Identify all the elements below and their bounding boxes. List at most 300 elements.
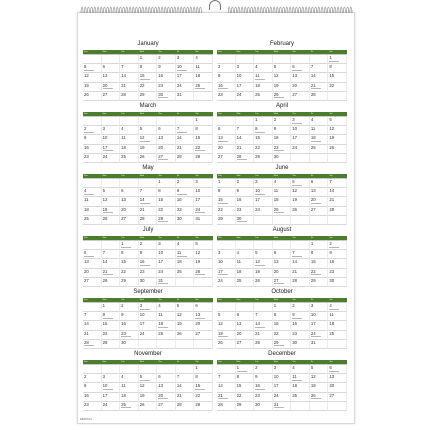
day-cell: 28: [176, 154, 195, 163]
day-cell: 20: [120, 207, 139, 216]
weekday-label: Thu: [158, 237, 162, 239]
day-cell: 4: [157, 303, 176, 312]
day-cell: 26: [273, 92, 292, 101]
day-cell: 11: [310, 126, 329, 135]
day-cell: 7: [120, 64, 139, 73]
spiral-loop: [87, 7, 89, 13]
day-cell: 22: [254, 145, 273, 154]
empty-day-cell: [194, 340, 213, 349]
day-cell: 27: [102, 92, 121, 101]
day-cell: 9: [273, 126, 292, 135]
day-cell: 19: [194, 259, 213, 268]
day-cell: 27: [194, 331, 213, 340]
spiral-loop: [350, 7, 352, 13]
weekday-label: Mon: [236, 175, 241, 177]
month-november: [83, 350, 213, 411]
day-cell: 24: [217, 278, 236, 287]
day-cell: 8: [254, 126, 273, 135]
day-cell: 18: [194, 73, 213, 82]
day-cell: 3: [273, 365, 292, 374]
weekday-label: Thu: [292, 361, 296, 363]
day-cell: 23: [273, 145, 292, 154]
spiral-loop: [260, 7, 262, 13]
empty-day-cell: [83, 179, 102, 188]
weekday-label: Fri: [310, 175, 314, 177]
spiral-loop: [254, 7, 256, 13]
day-cell: 12: [102, 197, 121, 206]
day-cell: 26: [254, 278, 273, 287]
day-cell: 10: [236, 73, 255, 82]
weekday-label: Wed: [139, 113, 144, 115]
holiday-note: [195, 88, 205, 89]
spiral-loop: [334, 7, 336, 13]
day-cell: 8: [120, 250, 139, 259]
holiday-note: [311, 274, 321, 275]
spiral-loop: [276, 7, 278, 13]
day-cell: 14: [120, 73, 139, 82]
weekday-label: Mon: [236, 361, 241, 363]
day-cell: 17: [102, 393, 121, 402]
weekday-label: Fri: [310, 237, 314, 239]
day-cell: 18: [291, 383, 310, 392]
day-cell: 30: [139, 278, 158, 287]
day-cell: 15: [254, 135, 273, 144]
holiday-note: [158, 159, 168, 160]
day-cell: 8: [194, 126, 213, 135]
day-cell: 27: [273, 278, 292, 287]
spiral-loop: [91, 7, 93, 13]
spiral-loop: [193, 7, 195, 13]
day-cell: 26: [83, 92, 102, 101]
month-title: January: [137, 41, 159, 47]
day-cell: 18: [236, 269, 255, 278]
holiday-note: [255, 79, 265, 80]
month-title: July: [142, 227, 154, 233]
day-cell: 27: [291, 92, 310, 101]
day-cell: 10: [102, 383, 121, 392]
spiral-loop: [171, 7, 173, 13]
day-cell: 8: [157, 188, 176, 197]
day-cell: 13: [102, 73, 121, 82]
spiral-loop: [340, 7, 342, 13]
spiral-loop: [97, 7, 99, 13]
day-cell: 8: [194, 374, 213, 383]
holiday-note: [103, 88, 113, 89]
weekday-label: Fri: [176, 237, 180, 239]
weekday-label: Fri: [176, 299, 180, 301]
weekday-label: Thu: [158, 361, 162, 363]
day-cell: 26: [139, 154, 158, 163]
day-cell: 5: [176, 303, 195, 312]
holiday-note: [158, 97, 168, 98]
day-cell: 7: [176, 374, 195, 383]
empty-day-cell: [120, 117, 139, 126]
day-cell: 5: [310, 365, 329, 374]
spiral-loop: [183, 7, 185, 13]
spiral-loop: [318, 7, 320, 13]
day-cell: 21: [217, 393, 236, 402]
day-cell: 17: [236, 83, 255, 92]
day-cell: 8: [102, 312, 121, 321]
day-cell: 22: [157, 207, 176, 216]
day-cell: 30: [157, 92, 176, 101]
day-cell: 23: [328, 269, 347, 278]
empty-day-cell: [328, 402, 347, 411]
day-cell: 17: [217, 269, 236, 278]
day-cell: 23: [176, 207, 195, 216]
day-cell: 17: [254, 197, 273, 206]
spiral-loop: [238, 7, 240, 13]
holiday-note: [274, 283, 284, 284]
day-cell: 22: [194, 393, 213, 402]
day-cell: 1: [194, 365, 213, 374]
day-cell: 5: [83, 64, 102, 73]
weekday-label: Sat: [329, 361, 333, 363]
weekday-label: Mon: [102, 113, 107, 115]
day-cell: 6: [157, 126, 176, 135]
day-cell: 24: [194, 207, 213, 216]
day-cell: 24: [273, 393, 292, 402]
weekday-label: Tue: [255, 175, 259, 177]
weekday-label: Mon: [102, 51, 107, 53]
day-cell: 16: [139, 259, 158, 268]
empty-day-cell: [273, 55, 292, 64]
weekday-label: Thu: [158, 175, 162, 177]
day-cell: 16: [328, 259, 347, 268]
spiral-loop: [110, 7, 112, 13]
day-cell: 17: [310, 321, 329, 330]
day-grid: [217, 54, 347, 101]
empty-day-cell: [83, 117, 102, 126]
day-cell: 20: [157, 145, 176, 154]
holiday-note: [255, 389, 265, 390]
holiday-note: [140, 79, 150, 80]
day-cell: 15: [236, 383, 255, 392]
day-cell: 18: [83, 207, 102, 216]
day-cell: 5: [273, 64, 292, 73]
day-cell: 6: [102, 64, 121, 73]
month-title: August: [272, 227, 292, 233]
day-cell: 3: [176, 55, 195, 64]
holiday-note: [84, 256, 94, 257]
weekday-label: Sat: [329, 175, 333, 177]
day-cell: 4: [120, 374, 139, 383]
day-cell: 13: [217, 135, 236, 144]
day-cell: 5: [328, 117, 347, 126]
empty-day-cell: [83, 365, 102, 374]
day-cell: 31: [194, 216, 213, 225]
day-cell: 24: [254, 207, 273, 216]
weekday-label: Sat: [329, 237, 333, 239]
day-cell: 1: [102, 303, 121, 312]
holiday-note: [195, 212, 205, 213]
day-cell: 24: [139, 331, 158, 340]
day-cell: 3: [102, 126, 121, 135]
day-cell: 9: [139, 250, 158, 259]
day-cell: 5: [217, 312, 236, 321]
product-code: MM0704: [80, 417, 92, 421]
weekday-label: Sun: [84, 361, 88, 363]
spiral-loop: [331, 7, 333, 13]
month-title: May: [142, 165, 154, 171]
holiday-note: [237, 371, 247, 372]
empty-day-cell: [139, 117, 158, 126]
spiral-loop: [164, 7, 166, 13]
holiday-note: [84, 70, 94, 71]
day-cell: 2: [120, 303, 139, 312]
spiral-loop: [283, 7, 285, 13]
month-december: [217, 350, 347, 411]
day-cell: 14: [102, 259, 121, 268]
empty-day-cell: [291, 154, 310, 163]
month-title: December: [268, 351, 296, 357]
day-cell: 6: [217, 126, 236, 135]
holiday-note: [158, 221, 168, 222]
spiral-loop: [126, 7, 128, 13]
day-cell: 22: [102, 331, 121, 340]
day-cell: 13: [291, 73, 310, 82]
day-cell: 24: [102, 154, 121, 163]
day-cell: 15: [217, 197, 236, 206]
day-cell: 24: [236, 92, 255, 101]
spiral-loop: [311, 7, 313, 13]
day-cell: 13: [83, 259, 102, 268]
spiral-loop: [196, 7, 198, 13]
day-cell: 6: [83, 250, 102, 259]
day-cell: 6: [157, 374, 176, 383]
day-cell: 20: [217, 145, 236, 154]
weekday-label: Mon: [236, 51, 241, 53]
holiday-note: [121, 336, 131, 337]
weekday-label: Wed: [273, 299, 278, 301]
day-cell: 4: [291, 365, 310, 374]
weekday-label: Mon: [102, 175, 107, 177]
day-cell: 11: [236, 259, 255, 268]
day-cell: 30: [176, 216, 195, 225]
spiral-loop: [257, 7, 259, 13]
day-cell: 28: [328, 207, 347, 216]
day-cell: 26: [310, 393, 329, 402]
empty-day-cell: [254, 303, 273, 312]
day-cell: 20: [83, 269, 102, 278]
day-cell: 5: [254, 250, 273, 259]
weekday-label: Tue: [121, 113, 125, 115]
day-cell: 20: [102, 83, 121, 92]
empty-day-cell: [102, 55, 121, 64]
day-cell: 7: [254, 312, 273, 321]
day-cell: 24: [157, 269, 176, 278]
day-cell: 9: [236, 188, 255, 197]
weekday-label: Tue: [255, 361, 259, 363]
day-cell: 29: [273, 340, 292, 349]
day-cell: 23: [83, 402, 102, 411]
day-grid: [217, 116, 347, 163]
weekday-label: Mon: [236, 237, 241, 239]
weekday-label: Sat: [329, 299, 333, 301]
day-cell: 21: [236, 145, 255, 154]
empty-day-cell: [236, 55, 255, 64]
holiday-note: [218, 274, 228, 275]
spiral-loop: [267, 7, 269, 13]
weekday-label: Thu: [292, 237, 296, 239]
day-cell: 8: [273, 312, 292, 321]
weekday-label: Tue: [121, 175, 125, 177]
holiday-note: [218, 88, 228, 89]
day-cell: 30: [254, 402, 273, 411]
weekday-label: Sun: [218, 237, 222, 239]
month-september: [83, 288, 213, 349]
month-title: February: [269, 41, 294, 47]
day-cell: 2: [291, 303, 310, 312]
holiday-note: [195, 318, 205, 319]
spiral-loop: [347, 7, 349, 13]
day-cell: 4: [254, 64, 273, 73]
day-cell: 5: [291, 179, 310, 188]
day-cell: 28: [310, 92, 329, 101]
weekday-label: Fri: [310, 361, 314, 363]
empty-day-cell: [102, 117, 121, 126]
day-cell: 5: [102, 188, 121, 197]
day-cell: 12: [273, 73, 292, 82]
spiral-loop: [324, 7, 326, 13]
holiday-note: [292, 123, 302, 124]
empty-day-cell: [120, 55, 139, 64]
holiday-note: [195, 274, 205, 275]
day-cell: 22: [194, 145, 213, 154]
day-cell: 25: [157, 331, 176, 340]
day-cell: 4: [273, 179, 292, 188]
day-cell: 21: [328, 197, 347, 206]
day-cell: 28: [291, 278, 310, 287]
day-cell: 22: [139, 83, 158, 92]
weekday-label: Mon: [102, 299, 107, 301]
day-cell: 29: [217, 216, 236, 225]
day-cell: 10: [194, 188, 213, 197]
weekday-label: Mon: [102, 361, 107, 363]
empty-day-cell: [83, 303, 102, 312]
empty-day-cell: [291, 55, 310, 64]
day-cell: 7: [236, 126, 255, 135]
weekday-label: Tue: [255, 299, 259, 301]
day-cell: 2: [83, 126, 102, 135]
day-cell: 12: [291, 188, 310, 197]
day-cell: 3: [236, 64, 255, 73]
weekday-label: Tue: [255, 113, 259, 115]
day-cell: 22: [236, 393, 255, 402]
day-cell: 15: [102, 321, 121, 330]
weekday-label: Mon: [236, 299, 241, 301]
empty-day-cell: [217, 365, 236, 374]
month-august: [217, 226, 347, 287]
day-cell: 10: [310, 312, 329, 321]
holiday-note: [140, 203, 150, 204]
day-cell: 18: [157, 321, 176, 330]
day-cell: 12: [254, 259, 273, 268]
day-cell: 28: [102, 278, 121, 287]
day-cell: 25: [83, 216, 102, 225]
month-title: September: [133, 289, 163, 295]
holiday-note: [177, 70, 187, 71]
holiday-note: [158, 283, 168, 284]
empty-day-cell: [328, 340, 347, 349]
spiral-loop: [94, 7, 96, 13]
day-cell: 25: [120, 402, 139, 411]
holiday-note: [311, 88, 321, 89]
day-cell: 15: [157, 197, 176, 206]
day-cell: 14: [217, 383, 236, 392]
spiral-loop: [308, 7, 310, 13]
weekday-label: Wed: [273, 361, 278, 363]
day-cell: 9: [83, 135, 102, 144]
empty-day-cell: [217, 241, 236, 250]
spiral-loop: [251, 7, 253, 13]
weekday-label: Thu: [292, 299, 296, 301]
day-cell: 14: [236, 135, 255, 144]
weekday-label: Tue: [121, 299, 125, 301]
day-cell: 21: [139, 207, 158, 216]
spiral-loop: [235, 7, 237, 13]
day-cell: 5: [194, 241, 213, 250]
empty-day-cell: [254, 216, 273, 225]
day-cell: 6: [194, 303, 213, 312]
empty-day-cell: [291, 241, 310, 250]
day-cell: 9: [254, 374, 273, 383]
holiday-note: [255, 132, 265, 133]
day-cell: 12: [139, 383, 158, 392]
empty-day-cell: [310, 402, 329, 411]
day-cell: 19: [291, 197, 310, 206]
day-cell: 14: [328, 188, 347, 197]
empty-day-cell: [254, 55, 273, 64]
day-cell: 13: [120, 197, 139, 206]
day-cell: 23: [157, 83, 176, 92]
weekday-label: Thu: [158, 299, 162, 301]
spiral-loop: [279, 7, 281, 13]
day-cell: 5: [139, 374, 158, 383]
holiday-note: [329, 371, 339, 372]
empty-day-cell: [328, 92, 347, 101]
day-cell: 4: [120, 126, 139, 135]
spiral-loop: [174, 7, 176, 13]
holiday-note: [292, 70, 302, 71]
day-cell: 10: [157, 250, 176, 259]
holiday-note: [274, 345, 284, 346]
empty-day-cell: [236, 241, 255, 250]
empty-day-cell: [157, 340, 176, 349]
day-cell: 3: [254, 179, 273, 188]
day-cell: 13: [310, 188, 329, 197]
day-cell: 3: [157, 241, 176, 250]
holiday-note: [274, 407, 284, 408]
day-cell: 6: [310, 179, 329, 188]
day-cell: 15: [139, 73, 158, 82]
day-cell: 2: [328, 241, 347, 250]
day-cell: 2: [217, 64, 236, 73]
spiral-loop: [199, 7, 201, 13]
holiday-note: [329, 309, 339, 310]
day-cell: 27: [83, 278, 102, 287]
weekday-label: Wed: [273, 113, 278, 115]
weekday-label: Wed: [139, 299, 144, 301]
day-cell: 29: [157, 216, 176, 225]
holiday-note: [255, 265, 265, 266]
day-cell: 30: [328, 278, 347, 287]
weekday-label: Sat: [195, 113, 199, 115]
empty-day-cell: [139, 179, 158, 188]
day-cell: 12: [176, 312, 195, 321]
day-cell: 7: [176, 126, 195, 135]
day-cell: 23: [291, 331, 310, 340]
